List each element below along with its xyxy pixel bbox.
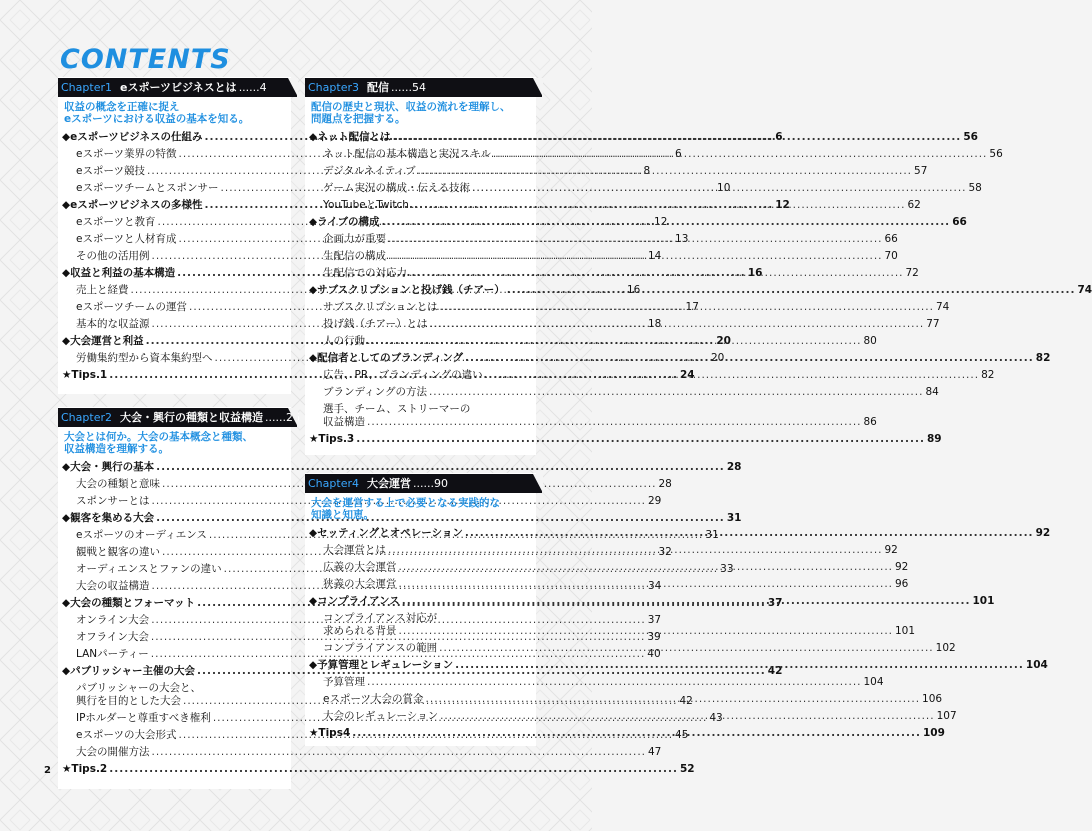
ch2-item-label: 大会の開催方法 bbox=[76, 746, 150, 758]
ch4-item-label: 求められる背景 bbox=[323, 625, 397, 637]
ch3-item-leader bbox=[439, 299, 934, 316]
ch3-item-0 bbox=[309, 129, 978, 146]
ch1-title: eスポーツビジネスとは bbox=[119, 81, 237, 94]
ch4-item-page: 104 bbox=[1025, 659, 1048, 671]
ch2-item-13-line1: パブリッシャーの大会と、 bbox=[76, 682, 201, 694]
ch2-item-page: 37 bbox=[767, 597, 783, 609]
ch2-item-page: 31 bbox=[705, 529, 719, 541]
ch1-item-page: 20 bbox=[711, 352, 725, 364]
ch2-item-page: 33 bbox=[720, 563, 734, 575]
ch4-item-label: ◆予算管理とレギュレーション bbox=[309, 659, 454, 671]
ch4-item-page: 101 bbox=[895, 625, 916, 637]
ch3-item-1 bbox=[323, 146, 1003, 163]
ch3-item-leader bbox=[493, 146, 988, 163]
ch2-item-label: IPホルダーと尊重すべき権利 bbox=[76, 712, 211, 724]
ch3-item-page: 66 bbox=[884, 233, 898, 245]
ch1-header bbox=[58, 78, 297, 97]
ch4-item-leader bbox=[399, 559, 894, 576]
ch2-item-leader bbox=[152, 744, 647, 761]
ch3-item-page: 74 bbox=[935, 301, 950, 313]
ch3-item-label: 企画力が重要 bbox=[323, 233, 386, 245]
ch3-item-leader bbox=[388, 231, 883, 248]
ch3-item-15 bbox=[323, 384, 939, 401]
ch3-item-page: 57 bbox=[914, 165, 928, 177]
ch2-item-label: オンライン大会 bbox=[76, 614, 150, 626]
ch3-item-leader bbox=[430, 316, 925, 333]
ch4-item-label: ◆セッティングとオペレーション bbox=[309, 527, 463, 539]
ch4-item-page: 104 bbox=[863, 676, 884, 688]
ch1-item-label: eスポーツと人材育成 bbox=[76, 233, 177, 245]
ch3-number: Chapter3 bbox=[308, 81, 359, 94]
ch2-item-page: 42 bbox=[767, 665, 783, 677]
ch1-item-page: 16 bbox=[747, 267, 763, 279]
ch1-item-page: 14 bbox=[648, 250, 662, 262]
ch2-item-label: eスポーツのオーディエンス bbox=[76, 529, 207, 541]
ch1-item-page: 8 bbox=[643, 165, 651, 177]
ch3-item-page: 77 bbox=[926, 318, 940, 330]
ch3-item-leader bbox=[507, 282, 1076, 299]
ch4-item-leader bbox=[455, 657, 1024, 674]
ch3-item-page: 89 bbox=[926, 433, 942, 445]
ch3-item-label: 生配信での対応力 bbox=[323, 267, 407, 279]
ch4-number: Chapter4 bbox=[308, 477, 359, 490]
ch4-item-leader bbox=[465, 525, 1034, 542]
ch3-item-leader bbox=[485, 367, 980, 384]
ch2-item-label: ◆大会の種類とフォーマット bbox=[62, 597, 196, 609]
ch4-item-label: ◆コンプライアンス bbox=[309, 595, 400, 607]
ch3-item-page: 82 bbox=[1035, 352, 1051, 364]
ch2-item-page: 31 bbox=[726, 512, 742, 524]
ch3-item-16 bbox=[323, 414, 877, 431]
ch2-item-page: 40 bbox=[647, 648, 661, 660]
ch1-item-page: 12 bbox=[775, 199, 790, 211]
ch3-item-label: YouTubeとTwitch bbox=[323, 199, 409, 211]
ch3-item-leader bbox=[465, 350, 1034, 367]
ch3-item-leader bbox=[472, 180, 967, 197]
ch3-item-leader bbox=[393, 129, 962, 146]
ch1-item-label: 売上と経費 bbox=[76, 284, 129, 296]
ch4-header bbox=[305, 474, 542, 493]
ch3-item-label: ◆サブスクリプションと投げ銭（チアー） bbox=[309, 284, 505, 296]
ch3-item-label: デジタルネイティブ bbox=[323, 165, 416, 177]
ch1-item-label: eスポーツ業界の特徴 bbox=[76, 148, 177, 160]
ch4-item-page: 92 bbox=[884, 544, 898, 556]
ch4-description-line2: 知識と知恵。 bbox=[311, 509, 374, 521]
ch1-item-label: ★Tips.1 bbox=[62, 369, 108, 381]
ch3-item-label: 広告、PR、ブランディングの違い bbox=[323, 369, 483, 381]
ch3-item-page: 70 bbox=[884, 250, 898, 262]
ch3-header bbox=[305, 78, 542, 97]
ch1-item-label: eスポーツチームの運営 bbox=[76, 301, 188, 313]
page-number: 2 bbox=[44, 765, 51, 776]
ch3-item-leader bbox=[429, 384, 924, 401]
ch4-item-leader bbox=[367, 674, 862, 691]
ch4-item-leader bbox=[399, 623, 894, 640]
ch4-item-page: 106 bbox=[922, 693, 943, 705]
ch1-item-page: 10 bbox=[717, 182, 731, 194]
ch2-item-label: 興行を目的とした大会 bbox=[76, 695, 181, 707]
ch1-item-page: 16 bbox=[627, 284, 641, 296]
ch3-item-label: 人の行動 bbox=[323, 335, 365, 347]
ch2-item-page: 45 bbox=[675, 729, 689, 741]
ch3-item-label: サブスクリプションとは bbox=[323, 301, 438, 313]
ch4-item-label: 狭義の大会運営 bbox=[323, 578, 397, 590]
ch3-item-leader bbox=[418, 163, 913, 180]
ch3-item-label: ◆配信者としてのブランディング bbox=[309, 352, 464, 364]
ch4-item-8 bbox=[323, 674, 884, 691]
ch3-title-leader: ...... bbox=[390, 81, 412, 94]
ch3-item-page: 74 bbox=[1077, 284, 1092, 296]
ch2-item-page: 52 bbox=[679, 763, 695, 775]
ch3-item-leader bbox=[367, 333, 862, 350]
ch2-item-16 bbox=[76, 744, 662, 761]
ch3-item-label: 投げ銭（チアー）とは bbox=[323, 318, 428, 330]
ch3-item-page: 62 bbox=[907, 199, 921, 211]
ch2-item-0 bbox=[62, 459, 742, 476]
ch1-item-label: eスポーツと教育 bbox=[76, 216, 156, 228]
ch3-item-leader bbox=[381, 214, 950, 231]
ch1-item-label: その他の活用例 bbox=[76, 250, 150, 262]
ch3-item-page: 72 bbox=[905, 267, 919, 279]
ch1-item-page: 13 bbox=[675, 233, 689, 245]
ch2-item-label: 大会の種類と意味 bbox=[76, 478, 160, 490]
ch3-item-page: 82 bbox=[981, 369, 995, 381]
ch2-item-page: 32 bbox=[658, 546, 672, 558]
ch1-description-line2: eスポーツにおける収益の基本を知る。 bbox=[64, 113, 250, 125]
ch3-item-page: 66 bbox=[952, 216, 967, 228]
ch3-item-leader bbox=[409, 265, 904, 282]
ch2-header bbox=[58, 408, 300, 427]
ch1-item-page: 17 bbox=[685, 301, 699, 313]
ch2-description-line1: 大会とは何か。大会の基本概念と種類、 bbox=[64, 431, 253, 443]
ch4-item-label: ★Tips4 bbox=[309, 727, 351, 739]
ch2-item-label: オフライン大会 bbox=[76, 631, 149, 643]
ch1-item-page: 6 bbox=[675, 148, 682, 160]
ch2-item-label: ◆パブリッシャー主催の大会 bbox=[62, 665, 196, 677]
ch2-item-label: 観戦と観客の違い bbox=[76, 546, 160, 558]
ch3-page: 54 bbox=[411, 81, 426, 94]
ch3-item-label: ネット配信の基本構造と実況スキル bbox=[323, 148, 491, 160]
ch1-item-label: ◆eスポーツビジネスの多様性 bbox=[62, 199, 203, 211]
ch4-item-leader bbox=[440, 708, 935, 725]
ch4-item-page: 101 bbox=[972, 595, 995, 607]
ch1-description-line1: 収益の概念を正確に捉え bbox=[64, 101, 180, 113]
ch1-item-label: ◆収益と利益の基本構造 bbox=[62, 267, 176, 279]
ch3-item-label: 生配信の構成 bbox=[323, 250, 386, 262]
ch2-item-label: ◆観客を集める大会 bbox=[62, 512, 155, 524]
ch2-item-label: LANパーティー bbox=[76, 648, 149, 660]
ch4-item-page: 96 bbox=[895, 578, 909, 590]
ch1-item-page: 6 bbox=[775, 131, 783, 143]
ch2-title-leader: ...... bbox=[264, 411, 286, 424]
ch1-item-page: 12 bbox=[654, 216, 668, 228]
ch2-item-page: 43 bbox=[709, 712, 723, 724]
ch1-item-label: ◆大会運営と利益 bbox=[62, 335, 144, 347]
ch1-title-leader: ...... bbox=[238, 81, 260, 94]
ch3-item-label: ★Tips.3 bbox=[309, 433, 355, 445]
ch2-item-page: 29 bbox=[648, 495, 662, 507]
ch2-number: Chapter2 bbox=[61, 411, 112, 424]
ch2-page: 26 bbox=[285, 411, 300, 424]
ch1-item-page: 24 bbox=[679, 369, 695, 381]
ch3-item-label: 収益構造 bbox=[323, 416, 365, 428]
ch1-item-label: 基本的な収益源 bbox=[76, 318, 150, 330]
ch2-item-17 bbox=[62, 761, 695, 778]
page-title: CONTENTS bbox=[60, 44, 231, 75]
ch4-item-leader bbox=[439, 640, 934, 657]
ch1-item-label: ◆eスポーツビジネスの仕組み bbox=[62, 131, 203, 143]
ch3-item-label: ◆ネット配信とは bbox=[309, 131, 391, 143]
ch4-description-line1: 大会を運営する上で必要となる実践的な bbox=[311, 497, 500, 509]
ch4-item-page: 102 bbox=[935, 642, 956, 654]
ch4-item-5-line1: コンプライアンス対応が bbox=[323, 612, 438, 624]
ch2-item-label: オーディエンスとファンの違い bbox=[76, 563, 222, 575]
ch4-item-page: 92 bbox=[895, 561, 909, 573]
ch2-item-page: 34 bbox=[648, 580, 662, 592]
ch2-item-label: 大会の収益構造 bbox=[76, 580, 150, 592]
ch4-item-label: 大会運営とは bbox=[323, 544, 386, 556]
ch4-item-label: 予算管理 bbox=[323, 676, 365, 688]
ch4-item-page: 107 bbox=[936, 710, 957, 722]
ch3-item-2 bbox=[323, 163, 928, 180]
ch2-item-page: 28 bbox=[658, 478, 672, 490]
ch4-title-leader: ...... bbox=[412, 477, 434, 490]
ch1-number: Chapter1 bbox=[61, 81, 112, 94]
ch1-item-page: 20 bbox=[716, 335, 731, 347]
ch4-title: 大会運営 bbox=[366, 477, 411, 490]
ch2-item-label: eスポーツの大会形式 bbox=[76, 729, 177, 741]
ch4-item-label: 大会のレギュレーション bbox=[323, 710, 439, 722]
ch4-item-page: 109 bbox=[922, 727, 945, 739]
ch3-item-label: ゲーム実況の構成・伝える技術 bbox=[323, 182, 470, 194]
ch4-item-leader bbox=[402, 593, 971, 610]
ch4-item-label: 広義の大会運営 bbox=[323, 561, 397, 573]
ch2-item-label: ★Tips.2 bbox=[62, 763, 108, 775]
ch1-item-label: eスポーツ競技 bbox=[76, 165, 146, 177]
ch3-item-page: 86 bbox=[863, 416, 877, 428]
ch3-item-leader bbox=[411, 197, 906, 214]
ch3-item-label: ブランディングの方法 bbox=[323, 386, 427, 398]
ch3-item-leader bbox=[388, 248, 883, 265]
ch1-item-label: eスポーツチームとスポンサー bbox=[76, 182, 219, 194]
ch2-item-leader bbox=[109, 761, 678, 778]
ch3-item-page: 56 bbox=[989, 148, 1003, 160]
ch2-item-page: 47 bbox=[648, 746, 662, 758]
ch4-page: 90 bbox=[433, 477, 448, 490]
ch2-item-page: 28 bbox=[726, 461, 742, 473]
ch3-description-line1: 配信の歴史と現状、収益の流れを理解し、 bbox=[311, 101, 511, 113]
ch4-item-leader bbox=[399, 576, 894, 593]
ch3-item-17 bbox=[309, 431, 942, 448]
ch2-description-line2: 収益構造を理解する。 bbox=[64, 443, 169, 455]
ch1-page: 4 bbox=[259, 81, 267, 94]
ch3-item-leader bbox=[356, 431, 925, 448]
ch4-item-leader bbox=[426, 691, 921, 708]
ch3-item-label: ◆ライブの構成 bbox=[309, 216, 380, 228]
ch3-item-leader bbox=[367, 414, 862, 431]
ch4-item-label: コンプライアンスの範囲 bbox=[323, 642, 438, 654]
ch2-item-page: 39 bbox=[647, 631, 661, 643]
ch3-title: 配信 bbox=[366, 81, 389, 94]
ch2-item-label: ◆大会・興行の基本 bbox=[62, 461, 155, 473]
ch4-item-leader bbox=[352, 725, 921, 742]
ch4-item-leader bbox=[388, 542, 883, 559]
ch3-item-16-line1: 選手、チーム、ストリーマーの bbox=[323, 403, 471, 415]
ch4-item-page: 92 bbox=[1035, 527, 1051, 539]
ch2-item-page: 37 bbox=[647, 614, 662, 626]
ch3-item-page: 58 bbox=[968, 182, 982, 194]
ch3-item-page: 80 bbox=[863, 335, 877, 347]
ch3-item-page: 84 bbox=[925, 386, 939, 398]
ch2-item-label: スポンサーとは bbox=[76, 495, 150, 507]
ch3-item-page: 56 bbox=[963, 131, 978, 143]
ch1-item-page: 18 bbox=[648, 318, 662, 330]
ch4-item-label: eスポーツ大会の賞金 bbox=[323, 693, 424, 705]
ch2-item-page: 42 bbox=[679, 695, 693, 707]
ch3-description-line2: 問題点を把握する。 bbox=[311, 113, 406, 125]
ch1-item-label: 労働集約型から資本集約型へ bbox=[76, 352, 213, 364]
ch2-title: 大会・興行の種類と収益構造 bbox=[119, 411, 263, 424]
